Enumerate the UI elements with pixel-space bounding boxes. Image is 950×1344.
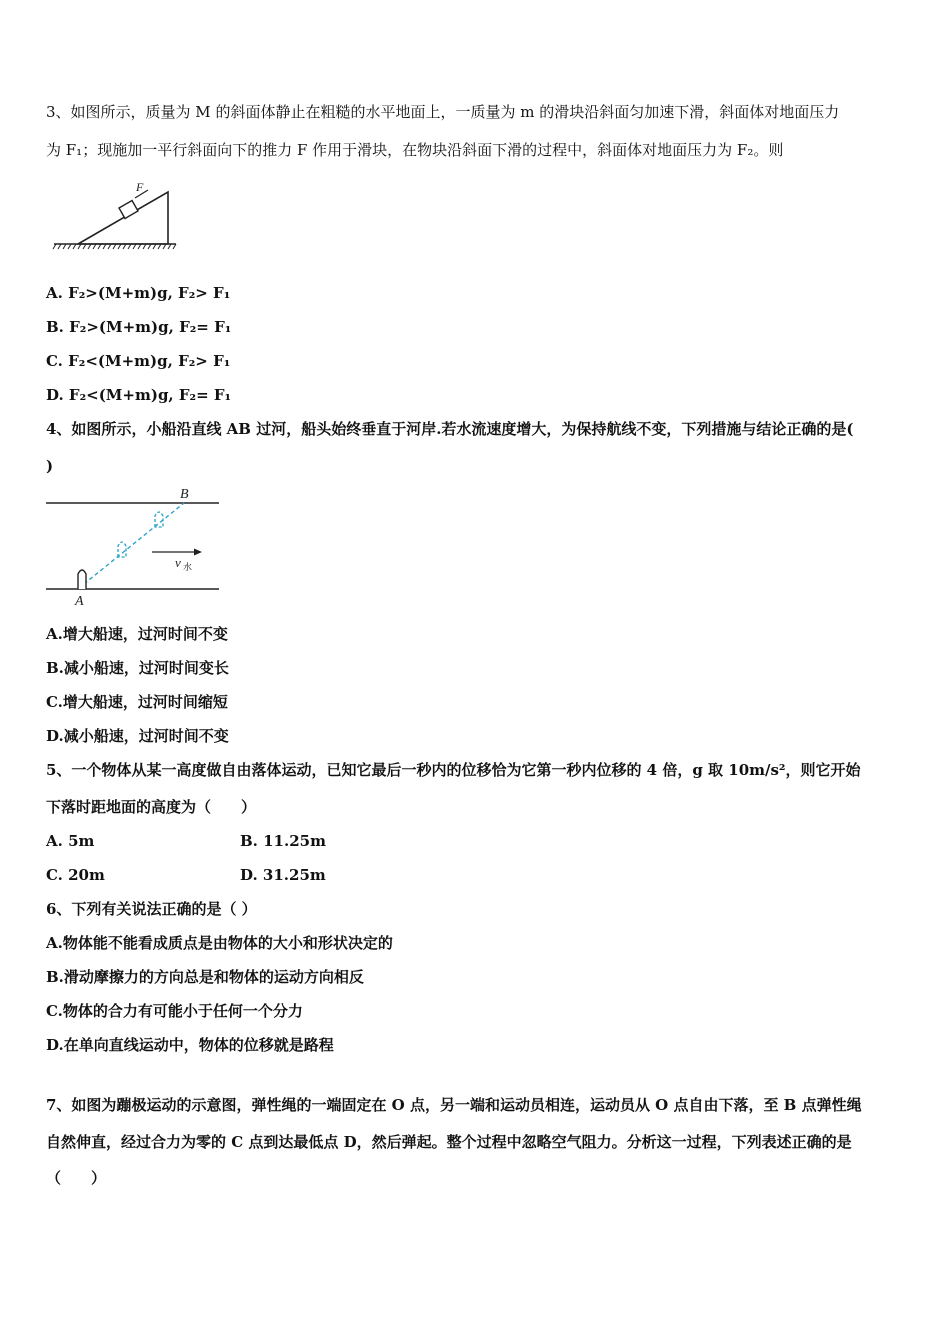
q5-option-b: B. 11.25m [240, 832, 326, 850]
q4-option-b: B.减小船速，过河时间变长 [46, 659, 229, 677]
force-label: F [136, 180, 144, 194]
q5-option-c: C. 20m [46, 866, 105, 884]
q3-stem-line1: 3、如图所示，质量为 M 的斜面体静止在粗糙的水平地面上，一质量为 m 的滑块沿斜面匀加速下滑，斜面体对地面压力 [46, 103, 840, 121]
q6-option-d: D.在单向直线运动中，物体的位移就是路程 [46, 1036, 334, 1054]
q5-option-a: A. 5m [46, 832, 95, 850]
label-a: A [75, 594, 84, 609]
q7-stem-line3: （ ） [46, 1169, 107, 1187]
label-v-sub: 水 [183, 563, 193, 573]
river-figure [44, 484, 224, 610]
q4-stem-line1: 4、如图所示，小船沿直线 AB 过河，船头始终垂直于河岸.若水流速度增大，为保持航线不变，下列措施与结论正确的是( [46, 420, 854, 438]
q5-stem-line2: 下落时距地面的高度为（ ） [46, 798, 257, 816]
current-arrowhead [194, 549, 202, 556]
q3-option-a: A. F₂>(M+m)g, F₂> F₁ [46, 284, 231, 302]
incline-figure [52, 178, 178, 250]
label-v: v [175, 555, 181, 570]
q5-stem-line1: 5、一个物体从某一高度做自由落体运动，已知它最后一秒内的位移恰为它第一秒内位移的 4 倍，g 取 10m/s²，则它开始 [46, 761, 861, 779]
q4-option-d: D.减小船速，过河时间不变 [46, 727, 229, 745]
q7-stem-line2: 自然伸直，经过合力为零的 C 点到达最低点 D，然后弹起。整个过程中忽略空气阻力。分析这一过程，下列表述正确的是 [46, 1133, 852, 1151]
q4-stem-line2: ) [46, 457, 54, 475]
q5-option-d: D. 31.25m [240, 866, 326, 884]
q3-option-c: C. F₂<(M+m)g, F₂> F₁ [46, 352, 231, 370]
slider-block [119, 201, 138, 219]
incline-wedge [78, 192, 168, 244]
boat-solid [78, 570, 86, 589]
q6-stem: 6、下列有关说法正确的是（ ） [46, 900, 257, 918]
q3-option-b: B. F₂>(M+m)g, F₂= F₁ [46, 318, 232, 336]
label-b: B [180, 487, 189, 502]
q6-option-b: B.滑动摩擦力的方向总是和物体的运动方向相反 [46, 968, 364, 986]
q4-option-a: A.增大船速，过河时间不变 [46, 625, 228, 643]
q3-stem-line2: 为 F₁；现施加一平行斜面向下的推力 F 作用于滑块，在物块沿斜面下滑的过程中，斜面体对地面压力为 F₂。则 [46, 141, 784, 159]
path-ab [84, 503, 184, 584]
q6-option-c: C.物体的合力有可能小于任何一个分力 [46, 1002, 303, 1020]
q7-stem-line1: 7、如图为蹦极运动的示意图，弹性绳的一端固定在 O 点，另一端和运动员相连，运动员从 O 点自由下落，至 B 点弹性绳 [46, 1096, 862, 1114]
q4-option-c: C.增大船速，过河时间缩短 [46, 693, 228, 711]
q3-option-d: D. F₂<(M+m)g, F₂= F₁ [46, 386, 232, 404]
q6-option-a: A.物体能不能看成质点是由物体的大小和形状决定的 [46, 934, 393, 952]
